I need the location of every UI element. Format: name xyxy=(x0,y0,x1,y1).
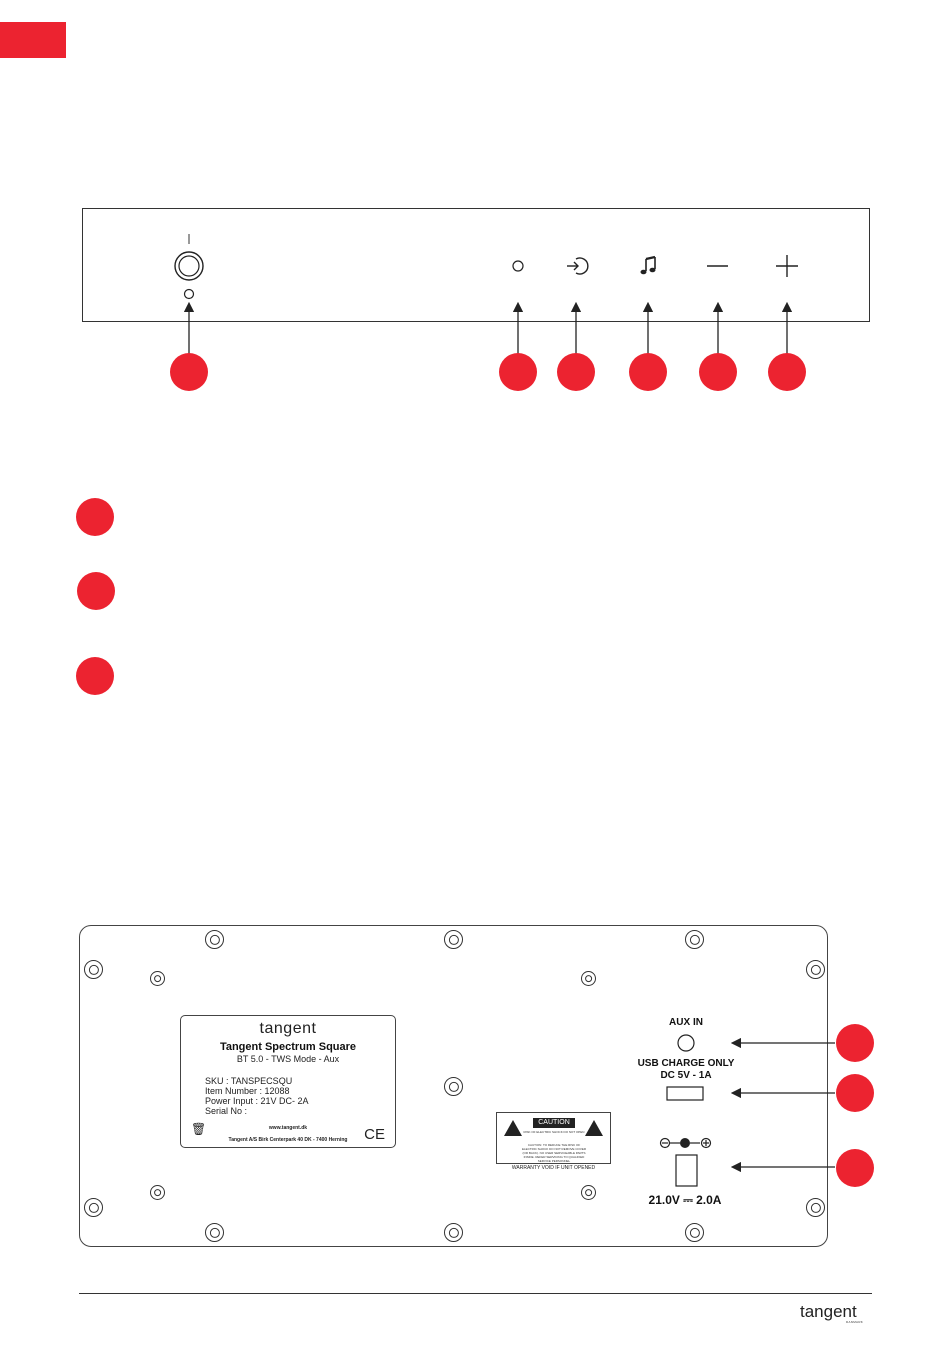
label-address: Tangent A/S Birk Centerpark 40 DK - 7400 Herning xyxy=(228,1137,348,1143)
warranty-text: WARRANTY VOID IF UNIT OPENED xyxy=(511,1165,596,1171)
brand-logo: tangent xyxy=(259,1020,317,1037)
usb-label-line1: USB CHARGE ONLY xyxy=(637,1058,735,1069)
label-website: www.tangent.dk xyxy=(268,1125,308,1131)
label-serial: Serial No : xyxy=(205,1106,248,1116)
screw xyxy=(205,930,224,949)
aux-jack-icon xyxy=(678,1035,694,1051)
screw xyxy=(581,1185,596,1200)
screw xyxy=(205,1223,224,1242)
source-input-icon xyxy=(567,258,588,274)
usb-port-icon xyxy=(667,1087,703,1100)
legend-dot-2 xyxy=(77,572,115,610)
callout-dot-plus xyxy=(768,353,806,391)
legend-dot-3 xyxy=(76,657,114,695)
product-name: Tangent Spectrum Square xyxy=(219,1041,357,1053)
callout-dot-aux xyxy=(836,1024,874,1062)
callout-dot-dc xyxy=(836,1149,874,1187)
screw xyxy=(150,1185,165,1200)
front-panel-diagram xyxy=(0,0,950,420)
weee-bin-icon: 🗑 xyxy=(191,1122,207,1136)
footer-logo: tangent xyxy=(800,1302,857,1321)
screw xyxy=(444,1223,463,1242)
screw xyxy=(84,1198,103,1217)
screw xyxy=(150,971,165,986)
callout-dot-music xyxy=(629,353,667,391)
power-rating: 21.0V ⎓ 2.0A xyxy=(648,1193,722,1207)
callout-dot-minus xyxy=(699,353,737,391)
screw xyxy=(581,971,596,986)
aux-in-label: AUX IN xyxy=(669,1017,703,1028)
product-label xyxy=(180,1015,396,1148)
callout-dot-bt xyxy=(499,353,537,391)
callout-dot-power xyxy=(170,353,208,391)
label-power-input: Power Input : 21V DC- 2A xyxy=(205,1096,309,1106)
lightning-warning-icon xyxy=(504,1120,522,1136)
screw xyxy=(84,960,103,979)
footer-sub: DANMARK xyxy=(846,1320,864,1324)
callout-dot-source xyxy=(557,353,595,391)
caution-risk: RISK OF ELECTRIC SHOCK DO NOT OPEN xyxy=(523,1130,585,1134)
usb-label-line2: DC 5V - 1A xyxy=(660,1070,712,1081)
label-item-number: Item Number : 12088 xyxy=(205,1086,290,1096)
bluetooth-led-icon xyxy=(513,261,523,271)
status-led-icon xyxy=(185,290,194,299)
screw xyxy=(685,930,704,949)
footer-rule xyxy=(79,1293,872,1294)
ce-mark: CE xyxy=(364,1126,385,1143)
polarity-icon xyxy=(661,1138,711,1148)
screw xyxy=(444,930,463,949)
screw xyxy=(806,960,825,979)
volume-plus-icon xyxy=(776,255,798,277)
legend-dot-1 xyxy=(76,498,114,536)
dc-power-port-icon xyxy=(676,1155,697,1186)
screw xyxy=(444,1077,463,1096)
label-sku: SKU : TANSPECSQU xyxy=(205,1076,293,1086)
callout-dot-usb xyxy=(836,1074,874,1112)
caution-title: CAUTION xyxy=(533,1118,575,1128)
music-note-icon xyxy=(641,257,656,274)
product-subtitle: BT 5.0 - TWS Mode - Aux xyxy=(236,1054,340,1064)
screw xyxy=(685,1223,704,1242)
caution-label xyxy=(496,1112,611,1164)
caution-note: CAUTION: TO REDUCE THE RISK OF ELECTRIC SHOCK DO NOT REMOVE COVER (OR BACK). NO USER SERVICEABLE PARTS INSIDE. REFER SERVICING TO QUALIFIED SERVICE PERSONNEL xyxy=(521,1143,587,1163)
